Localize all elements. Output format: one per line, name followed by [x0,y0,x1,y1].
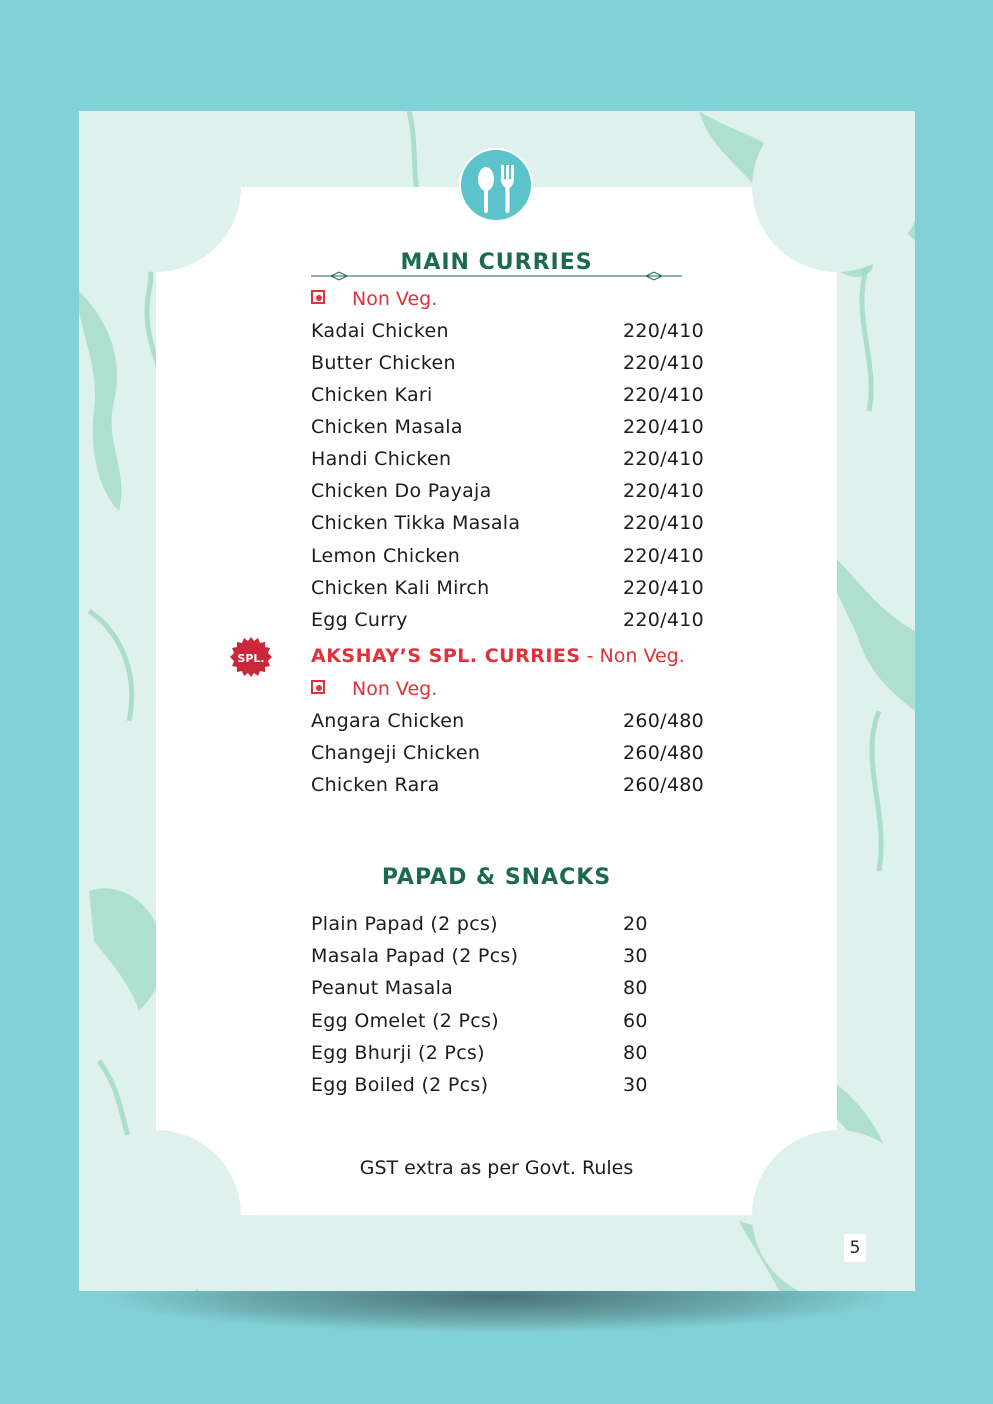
special-curries-heading: AKSHAY’S SPL. CURRIES - Non Veg. [311,645,685,667]
special-badge-label: SPL. [237,652,265,665]
papad-snacks-heading: PAPAD & SNACKS [381,865,612,890]
menu-item: Egg Bhurji (2 Pcs) 80 [311,1042,648,1064]
menu-item: Egg Curry 220/410 [311,609,705,631]
non-veg-icon [311,290,325,304]
page-number: 5 [844,1234,866,1262]
menu-item: Chicken Masala 220/410 [311,416,705,438]
menu-item: Peanut Masala 80 [311,977,648,999]
menu-item: Masala Papad (2 Pcs) 30 [311,945,648,967]
menu-item: Chicken Do Payaja 220/410 [311,480,705,502]
menu-item: Egg Omelet (2 Pcs) 60 [311,1010,648,1032]
menu-page [79,111,915,1291]
main-curries-heading: MAIN CURRIES [400,250,593,275]
gst-note: GST extra as per Govt. Rules [359,1157,634,1179]
menu-item: Butter Chicken 220/410 [311,352,705,374]
menu-item: Chicken Rara 260/480 [311,774,705,796]
menu-card [156,187,837,1215]
non-veg-icon [311,680,325,694]
menu-item: Kadai Chicken 220/410 [311,320,705,342]
spoon-fork-icon [458,147,534,223]
menu-item: Chicken Kali Mirch 220/410 [311,577,705,599]
menu-item: Lemon Chicken 220/410 [311,545,705,567]
menu-item: Changeji Chicken 260/480 [311,742,705,764]
special-badge [230,636,272,678]
menu-item: Egg Boiled (2 Pcs) 30 [311,1074,648,1096]
menu-item: Chicken Tikka Masala 220/410 [311,512,705,534]
heading-divider [311,270,682,282]
menu-item: Plain Papad (2 pcs) 20 [311,913,648,935]
menu-item: Angara Chicken 260/480 [311,710,705,732]
menu-item: Chicken Kari 220/410 [311,384,705,406]
menu-item: Handi Chicken 220/410 [311,448,705,470]
